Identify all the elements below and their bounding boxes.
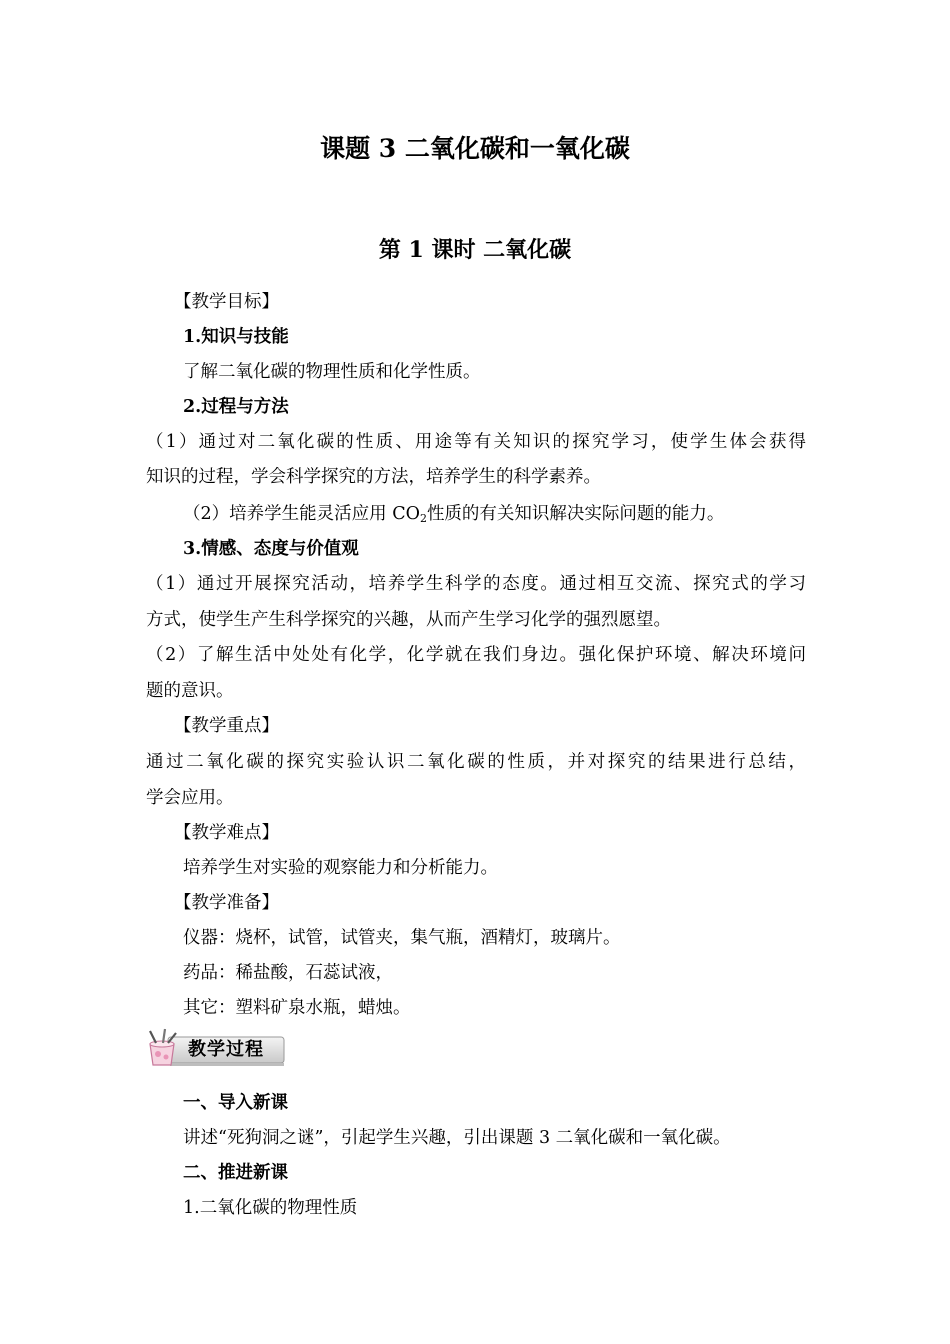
process-method-p2-after: 性质的有关知识解决实际问题的能力。 — [426, 504, 725, 524]
key-points-line1: 通过二氧化碳的探究实验认识二氧化碳的性质，并对探究的结果进行总结， — [146, 752, 806, 772]
emotion-p2-line2: 题的意识。 — [146, 681, 234, 701]
co2-subscript: 2 — [419, 512, 427, 525]
teaching-process-label: 教学过程 — [188, 1039, 264, 1060]
new-lesson-heading: 二、推进新课 — [183, 1163, 288, 1183]
co2-physical-properties-item: 1.二氧化碳的物理性质 — [183, 1198, 358, 1218]
teaching-goals-heading: 【教学目标】 — [174, 292, 279, 312]
process-method-p1-line1: （1）通过对二氧化碳的性质、用途等有关知识的探究学习，使学生体会获得 — [146, 432, 806, 452]
emotion-p1-line2: 方式，使学生产生科学探究的兴趣，从而产生学习化学的强烈愿望。 — [146, 610, 671, 630]
emotion-attitude-heading: 3.情感、态度与价值观 — [183, 539, 359, 559]
key-points-heading: 【教学重点】 — [174, 716, 279, 736]
process-method-p1-line2: 知识的过程，学会科学探究的方法，培养学生的科学素养。 — [146, 467, 601, 487]
difficulties-text: 培养学生对实验的观察能力和分析能力。 — [183, 858, 498, 878]
preparation-others: 其它：塑料矿泉水瓶，蜡烛。 — [183, 998, 411, 1018]
process-method-p2-before: （2）培养学生能灵活应用 CO — [183, 504, 420, 524]
process-method-p2 — [183, 502, 724, 531]
emotion-p2-line1: （2）了解生活中处处有化学，化学就在我们身边。强化保护环境、解决环境问 — [146, 645, 806, 665]
page-title: 课题 3 二氧化碳和一氧化碳 — [320, 134, 630, 163]
preparation-instruments: 仪器：烧杯，试管，试管夹，集气瓶，酒精灯，玻璃片。 — [183, 928, 621, 948]
key-points-line2: 学会应用。 — [146, 788, 234, 808]
process-method-heading: 2.过程与方法 — [183, 397, 289, 417]
intro-text: 讲述“死狗洞之谜”，引起学生兴趣，引出课题 3 二氧化碳和一氧化碳。 — [183, 1128, 731, 1148]
preparation-heading: 【教学准备】 — [174, 893, 279, 913]
lesson-subtitle: 第 1 课时 二氧化碳 — [378, 237, 572, 263]
preparation-reagents: 药品：稀盐酸，石蕊试液， — [183, 963, 393, 983]
intro-heading: 一、导入新课 — [183, 1093, 288, 1113]
pencil-cup-icon — [144, 1028, 182, 1068]
knowledge-skills-heading: 1.知识与技能 — [183, 327, 289, 347]
difficulties-heading: 【教学难点】 — [174, 823, 279, 843]
emotion-p1-line1: （1）通过开展探究活动，培养学生科学的态度。通过相互交流、探究式的学习 — [146, 574, 806, 594]
knowledge-skills-text: 了解二氧化碳的物理性质和化学性质。 — [183, 362, 481, 382]
teaching-process-badge — [144, 1028, 286, 1068]
